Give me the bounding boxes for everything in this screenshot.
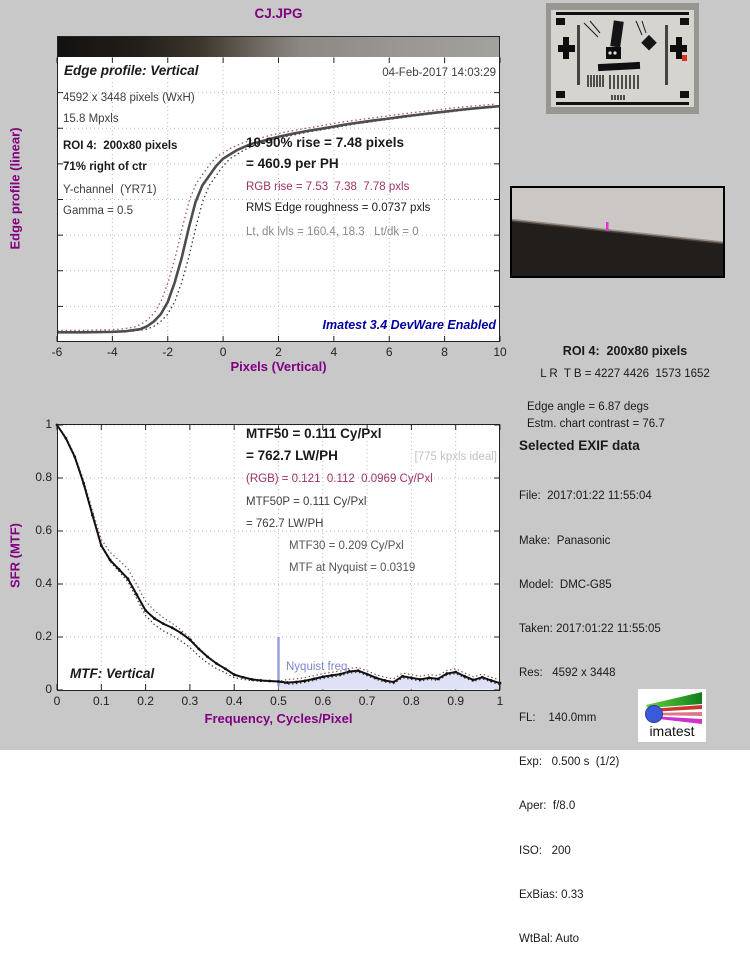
- edge-center-marker: [606, 222, 609, 231]
- exif-aper: Aper: f/8.0: [519, 800, 576, 813]
- analysis-datetime: 04-Feb-2017 14:03:29: [382, 67, 496, 79]
- edge-profile-heading: Edge profile: Vertical: [64, 63, 199, 78]
- axis-tick-label: -4: [107, 345, 118, 359]
- imatest-logo: [638, 689, 706, 742]
- exif-make: Make: Panasonic: [519, 534, 611, 547]
- axis-tick-label: 0.2: [137, 694, 154, 708]
- test-chart-thumbnail: [546, 3, 699, 114]
- exif-taken: Taken: 2017:01:22 11:55:05: [519, 623, 661, 636]
- axis-tick-label: 0: [219, 345, 227, 359]
- edge-x-axis-label: Pixels (Vertical): [230, 359, 327, 374]
- axis-tick-label: 10: [493, 345, 507, 359]
- exif-iso: ISO: 200: [519, 844, 571, 857]
- mtf50p-line2: = 762.7 LW/PH: [246, 518, 324, 530]
- light-dark-levels: Lt, dk lvls = 160.4, 18.3 Lt/dk = 0: [246, 226, 419, 238]
- image-resolution: 4592 x 3448 pixels (WxH): [63, 92, 195, 104]
- exif-section-title: Selected EXIF data: [519, 438, 640, 453]
- axis-tick-label: 0.1: [92, 694, 110, 708]
- axis-tick-label: 2: [275, 345, 282, 359]
- roi-panel-title: ROI 4: 200x80 pixels: [562, 344, 688, 358]
- channel-label: Y-channel (YR71): [63, 184, 157, 196]
- mtf50-line1: MTF50 = 0.111 Cy/Pxl: [246, 426, 382, 441]
- imatest-watermark: Imatest 3.4 DevWare Enabled: [322, 318, 496, 332]
- gamma-label: Gamma = 0.5: [63, 205, 133, 217]
- mtf30-value: MTF30 = 0.209 Cy/Pxl: [289, 540, 404, 552]
- exif-model: Model: DMC-G85: [519, 578, 612, 591]
- ideal-kpxls-note: [775 kpxls ideal]: [414, 451, 497, 463]
- axis-tick-label: 0.2: [35, 629, 52, 643]
- axis-tick-label: 0: [45, 682, 52, 696]
- axis-tick-label: -6: [51, 345, 63, 359]
- axis-tick-label: -2: [162, 345, 174, 359]
- rgb-rise-values: RGB rise = 7.53 7.38 7.78 pxls: [246, 181, 410, 193]
- axis-tick-label: 0.7: [358, 694, 376, 708]
- axis-tick-label: 4: [330, 345, 338, 359]
- axis-tick-label: 0.8: [35, 470, 52, 484]
- roi-position-label: 71% right of ctr: [63, 161, 147, 173]
- mtf50-line2: = 762.7 LW/PH: [246, 448, 338, 463]
- axis-tick-label: 0.6: [35, 523, 52, 537]
- edge-density-bar: [57, 36, 500, 57]
- exif-file: File: 2017:01:22 11:55:04: [519, 490, 652, 503]
- chart-contrast-value: Estm. chart contrast = 76.7: [527, 418, 665, 430]
- axis-tick-label: 0.4: [225, 694, 243, 708]
- roi-size-label: ROI 4: 200x80 pixels: [63, 140, 178, 152]
- mtf-corner-label: MTF: Vertical: [70, 666, 155, 681]
- axis-tick-label: 0: [53, 694, 61, 708]
- edge-roi-thumbnail: [510, 186, 725, 278]
- roi-marker-red: [682, 55, 687, 61]
- figure-title: CJ.JPG: [254, 6, 303, 21]
- axis-tick-label: 0.4: [35, 576, 52, 590]
- rise-value-line2: = 460.9 per PH: [246, 156, 339, 171]
- mtf50-rgb-values: (RGB) = 0.121 0.112 0.0969 Cy/Pxl: [246, 473, 433, 485]
- nyquist-freq-label: Nyquist freq.: [286, 661, 351, 673]
- axis-tick-label: 6: [385, 345, 393, 359]
- mtf-y-axis-label: SFR (MTF): [7, 523, 23, 588]
- mtf-x-axis-label: Frequency, Cycles/Pixel: [204, 711, 353, 726]
- axis-tick-label: 0.8: [403, 694, 420, 708]
- axis-tick-label: 1: [45, 417, 52, 431]
- logo-wordmark: imatest: [649, 723, 695, 739]
- axis-tick-label: 0.5: [270, 694, 287, 708]
- mtf50p-line1: MTF50P = 0.111 Cy/Pxl: [246, 496, 367, 508]
- exif-wtbal: WtBal: Auto: [519, 933, 580, 946]
- axis-tick-label: 0.9: [447, 694, 465, 708]
- exif-exp: Exp: 0.500 s (1/2): [519, 755, 620, 768]
- axis-tick-label: 0.3: [181, 694, 199, 708]
- axis-tick-label: 8: [441, 345, 448, 359]
- roi-coordinates: L R T B = 4227 4426 1573 1652: [540, 368, 710, 380]
- mtf-at-nyquist-value: MTF at Nyquist = 0.0319: [289, 562, 416, 574]
- axis-tick-label: 1: [496, 694, 504, 708]
- exif-fl: FL: 140.0mm: [519, 711, 597, 724]
- exif-res: Res: 4592 x 3448: [519, 667, 616, 680]
- edge-angle-value: Edge angle = 6.87 degs: [527, 401, 649, 413]
- rms-roughness-value: RMS Edge roughness = 0.0737 pxls: [246, 202, 431, 214]
- edge-y-axis-label: Edge profile (linear): [7, 127, 23, 250]
- rise-value-line1: 10-90% rise = 7.48 pixels: [246, 135, 404, 150]
- exif-exbias: ExBias: 0.33: [519, 888, 584, 901]
- axis-tick-label: 0.6: [314, 694, 332, 708]
- image-megapixels: 15.8 Mpxls: [63, 113, 119, 125]
- mtf-chart: [57, 424, 500, 691]
- logo-blue-ball: [646, 706, 663, 723]
